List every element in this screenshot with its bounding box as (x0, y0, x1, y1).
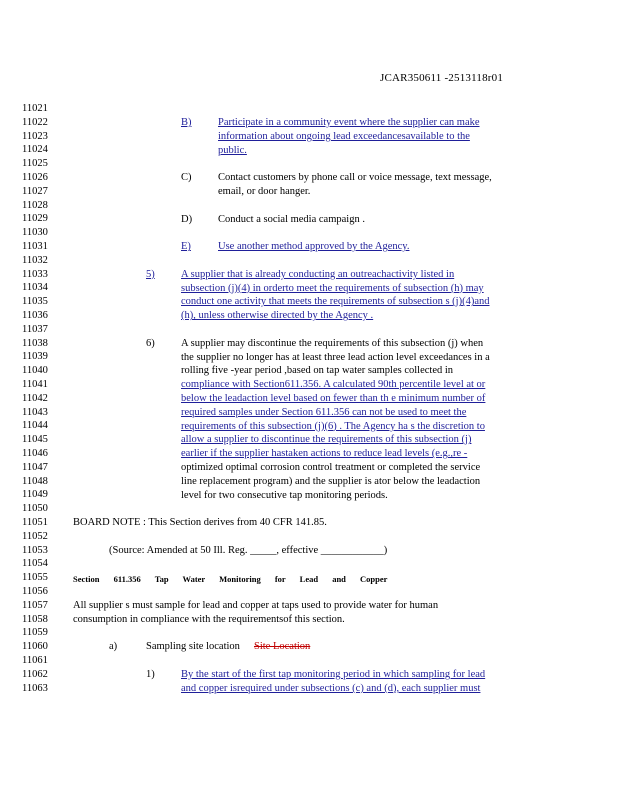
line-number: 11039 (22, 351, 48, 363)
subsection-a-struck-text: Site Location (254, 641, 311, 653)
line-number: 11036 (22, 310, 48, 321)
item-d-line: Conduct a social media campaign . (218, 213, 365, 225)
line-number: 11023 (22, 130, 48, 142)
line-number: 11046 (22, 448, 48, 459)
item-b-line-3: public. (218, 144, 247, 156)
para-6-line-3: rolling five -year period ,based on tap water samples collected in (181, 365, 454, 377)
line-number: 11031 (22, 241, 48, 252)
line-number: 11033 (22, 268, 48, 280)
line-number: 11037 (22, 323, 48, 335)
document-id-header: JCAR350611 -2513118r01 (380, 72, 504, 84)
line-number: 11044 (22, 420, 48, 432)
line-number: 11041 (22, 379, 48, 390)
line-number: 11052 (22, 530, 48, 542)
para-6-line-10: optimized optimal corrosion control treatment or completed the service (181, 462, 481, 473)
para-6-line-12: level for two consecutive tap monitoring periods. (181, 489, 388, 501)
line-number: 11026 (22, 172, 48, 183)
line-number: 11042 (22, 392, 48, 404)
intro-line-1: All supplier s must sample for lead and copper at taps used to provide water for human (73, 600, 439, 611)
line-number: 11034 (22, 282, 48, 294)
line-number: 11058 (22, 613, 48, 625)
para-6-line-11: line replacement program) and the supplier is ator below the leadaction (181, 475, 481, 487)
para-5-line-4: (h), unless otherwise directed by the Agency . (181, 310, 374, 322)
item-e-line: Use another method approved by the Agency. (218, 241, 410, 253)
subsection-a-label: a) (109, 641, 118, 653)
line-number: 11027 (22, 185, 48, 197)
line-number: 11049 (22, 489, 48, 501)
section-heading: Section 611.356 Tap Water Monitoring for Lead and Copper (73, 574, 388, 584)
line-number: 11047 (22, 461, 48, 473)
line-number: 11048 (22, 475, 48, 487)
para-5-line-2: subsection (j)(4) in orderto meet the requirements of subsection (h) may (181, 282, 484, 294)
line-number: 11022 (22, 116, 48, 128)
line-number: 11050 (22, 503, 48, 515)
line-number: 11055 (22, 572, 48, 584)
para-6-line-1: A supplier may discontinue the requirements of this subsection (j) when (181, 337, 484, 349)
para-6-label: 6) (146, 337, 155, 349)
para-5-line-1: A supplier that is already conducting an outreachactivity listed in (181, 268, 455, 280)
subsection-1-line-1: By the start of the first tap monitoring period in which sampling for lead (181, 669, 486, 680)
line-number: 11029 (22, 213, 48, 225)
para-6-line-6: required samples under Section 611.356 can not be used to meet the (181, 406, 467, 418)
line-number: 11060 (22, 641, 48, 653)
subsection-1-label: 1) (146, 669, 155, 680)
item-b-line-1: Participate in a community event where the supplier can make (218, 117, 480, 128)
item-b-line-2: information about ongoing lead exceedancesavailable to the (218, 130, 470, 142)
para-6-line-5: below the leadaction level based on fewer than th e minimum number of (181, 393, 486, 404)
line-number: 11059 (22, 627, 48, 639)
item-b-label: B) (181, 117, 192, 128)
subsection-a-title: Sampling site location (146, 641, 240, 653)
line-number: 11045 (22, 434, 48, 446)
line-number: 11063 (22, 682, 48, 694)
item-c-label: C) (181, 172, 192, 184)
line-number: 11043 (22, 406, 48, 418)
line-number: 11024 (22, 144, 48, 156)
item-d-label: D) (181, 213, 193, 225)
source-note: (Source: Amended at 50 Ill. Reg. _____, effective ____________) (109, 544, 388, 556)
para-6-line-2: the supplier no longer has at least three lead action level exceedances in a (181, 351, 490, 363)
line-number: 11061 (22, 655, 48, 666)
para-6-line-9: earlier if the supplier hastaken actions to reduce lead levels (e.g.,re - (181, 448, 468, 460)
para-6-line-7: requirements of this subsection (j)(6) . The Agency ha s the discretion to (181, 420, 485, 432)
line-number: 11030 (22, 227, 48, 239)
line-number: 11053 (22, 544, 48, 556)
line-number: 11038 (22, 337, 48, 349)
item-c-line-2: email, or door hanger. (218, 186, 311, 197)
para-6-line-4: compliance with Section611.356. A calculated 90th percentile level at or (181, 379, 486, 391)
line-number: 11021 (22, 103, 48, 114)
line-number: 11028 (22, 199, 48, 211)
intro-line-2: consumption in compliance with the requirementsof this section. (73, 613, 345, 625)
para-5-label: 5) (146, 268, 155, 280)
line-number: 11040 (22, 365, 48, 377)
item-e-label: E) (181, 241, 191, 253)
subsection-1-line-2: and copper isrequired under subsections (c) and (d), each supplier must (181, 682, 481, 694)
para-6-line-8: allow a supplier to discontinue the requirements of this subsection (j) (181, 434, 472, 446)
item-c-line-1: Contact customers by phone call or voice message, text message, (218, 172, 492, 184)
line-number: 11025 (22, 158, 48, 170)
para-5-line-3: conduct one activity that meets the requirements of subsection s (j)(4)and (181, 296, 490, 308)
line-number: 11032 (22, 254, 48, 266)
board-note: BOARD NOTE : This Section derives from 40 CFR 141.85. (73, 517, 327, 529)
line-number: 11035 (22, 296, 48, 308)
line-number: 11057 (22, 599, 48, 611)
line-number: 11054 (22, 558, 48, 570)
line-number: 11051 (22, 517, 48, 528)
line-number: 11056 (22, 586, 48, 597)
line-number: 11062 (22, 668, 48, 680)
